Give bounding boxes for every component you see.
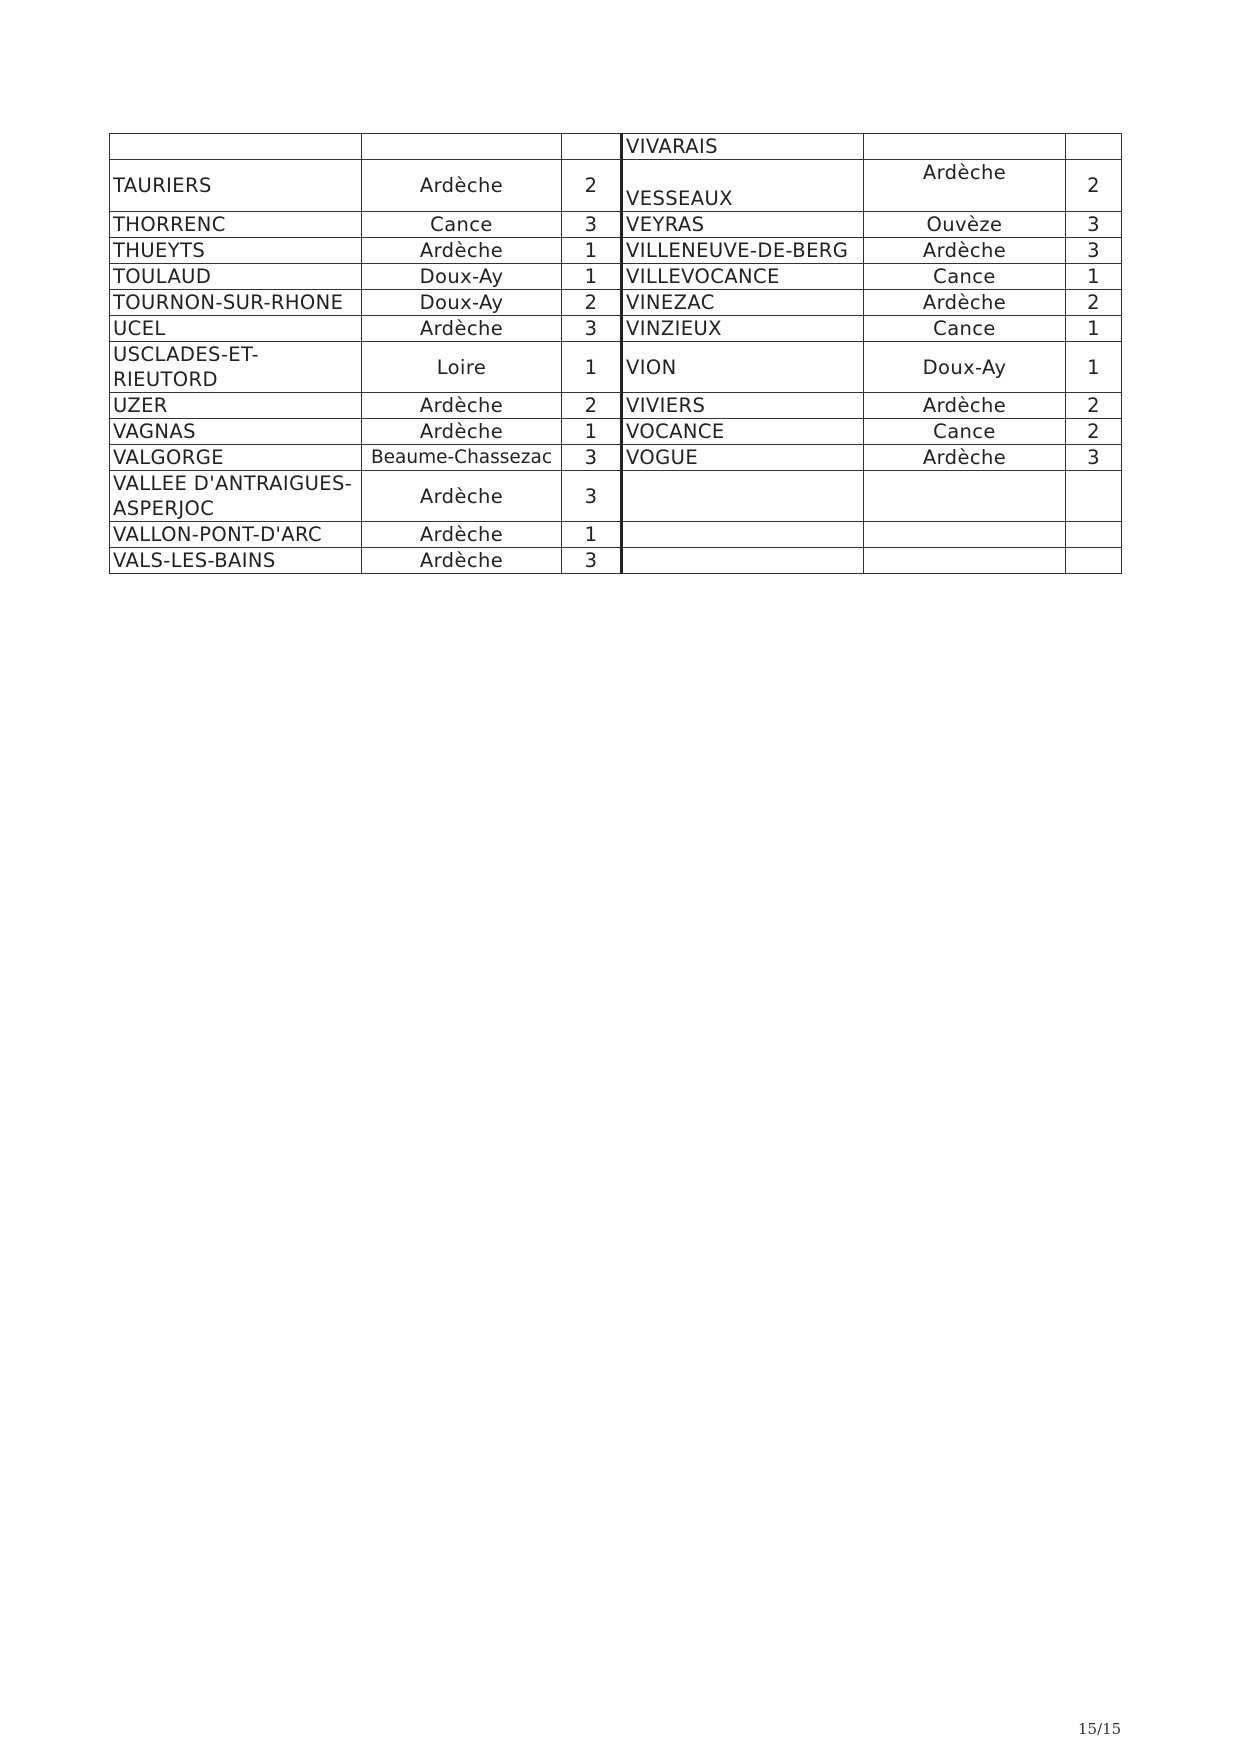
basin-right: Cance <box>864 316 1066 342</box>
level-right <box>1066 471 1122 522</box>
commune-name-right: VILLENEUVE-DE-BERG <box>622 238 864 264</box>
commune-name-right: VINZIEUX <box>622 316 864 342</box>
commune-name-right <box>622 548 864 574</box>
basin-left: Loire <box>362 342 562 393</box>
commune-name-right <box>622 471 864 522</box>
basin-right: Ardèche <box>864 238 1066 264</box>
level-right: 3 <box>1066 445 1122 471</box>
commune-name-right: VINEZAC <box>622 290 864 316</box>
level-right: 2 <box>1066 393 1122 419</box>
level-left: 2 <box>562 290 622 316</box>
basin-left: Ardèche <box>362 160 562 212</box>
commune-name-right: VESSEAUX <box>622 160 864 212</box>
basin-right: Ardèche <box>864 445 1066 471</box>
table-row <box>110 160 1122 212</box>
table-row <box>110 445 1122 471</box>
basin-right: Ardèche <box>864 160 1066 212</box>
commune-name-right: VOGUE <box>622 445 864 471</box>
basin-left: Ardèche <box>362 522 562 548</box>
basin-left: Ardèche <box>362 419 562 445</box>
level-right: 2 <box>1066 160 1122 212</box>
level-left: 3 <box>562 471 622 522</box>
commune-name-left: VALGORGE <box>110 445 362 471</box>
commune-name-left: USCLADES-ET-RIEUTORD <box>110 342 362 393</box>
level-left: 3 <box>562 445 622 471</box>
basin-right: Cance <box>864 419 1066 445</box>
basin-left: Ardèche <box>362 238 562 264</box>
commune-name-right: VIVIERS <box>622 393 864 419</box>
basin-right: Cance <box>864 264 1066 290</box>
level-right <box>1066 548 1122 574</box>
level-left: 2 <box>562 393 622 419</box>
basin-right <box>864 522 1066 548</box>
table-row <box>110 419 1122 445</box>
commune-name-left: VALLEE D'ANTRAIGUES-ASPERJOC <box>110 471 362 522</box>
level-left: 1 <box>562 238 622 264</box>
table-row <box>110 134 1122 160</box>
level-left: 1 <box>562 522 622 548</box>
level-right: 3 <box>1066 212 1122 238</box>
level-left: 3 <box>562 212 622 238</box>
basin-left: Ardèche <box>362 471 562 522</box>
basin-left: Ardèche <box>362 548 562 574</box>
level-left: 2 <box>562 160 622 212</box>
basin-right: Ardèche <box>864 290 1066 316</box>
table-row <box>110 522 1122 548</box>
commune-name-left <box>110 134 362 160</box>
basin-right <box>864 134 1066 160</box>
level-left: 1 <box>562 419 622 445</box>
commune-name-left: TOURNON-SUR-RHONE <box>110 290 362 316</box>
commune-name-right: VION <box>622 342 864 393</box>
level-right: 1 <box>1066 342 1122 393</box>
basin-left <box>362 134 562 160</box>
page-number: 15/15 <box>1078 1720 1122 1738</box>
commune-name-left: VALLON-PONT-D'ARC <box>110 522 362 548</box>
commune-name-left: THUEYTS <box>110 238 362 264</box>
level-left: 1 <box>562 342 622 393</box>
level-left: 1 <box>562 264 622 290</box>
level-left: 3 <box>562 548 622 574</box>
commune-name-left: VAGNAS <box>110 419 362 445</box>
commune-name-left: UCEL <box>110 316 362 342</box>
level-right <box>1066 522 1122 548</box>
level-right <box>1066 134 1122 160</box>
level-left <box>562 134 622 160</box>
table-row <box>110 471 1122 522</box>
basin-left: Ardèche <box>362 316 562 342</box>
table-row <box>110 238 1122 264</box>
commune-name-right <box>622 522 864 548</box>
communes-table <box>109 133 1122 574</box>
commune-name-right: VIVARAIS <box>622 134 864 160</box>
table-row <box>110 393 1122 419</box>
basin-right: Ouvèze <box>864 212 1066 238</box>
commune-name-left: VALS-LES-BAINS <box>110 548 362 574</box>
level-right: 2 <box>1066 290 1122 316</box>
level-right: 1 <box>1066 316 1122 342</box>
basin-left: Doux-Ay <box>362 264 562 290</box>
table-row <box>110 548 1122 574</box>
table-row <box>110 290 1122 316</box>
basin-left: Doux-Ay <box>362 290 562 316</box>
level-right: 2 <box>1066 419 1122 445</box>
commune-name-right: VILLEVOCANCE <box>622 264 864 290</box>
commune-name-left: TAURIERS <box>110 160 362 212</box>
basin-right <box>864 471 1066 522</box>
level-right: 1 <box>1066 264 1122 290</box>
basin-right: Ardèche <box>864 393 1066 419</box>
table-row <box>110 264 1122 290</box>
basin-left: Beaume-Chassezac <box>362 445 562 471</box>
table-row <box>110 342 1122 393</box>
level-right: 3 <box>1066 238 1122 264</box>
basin-right <box>864 548 1066 574</box>
commune-name-left: THORRENC <box>110 212 362 238</box>
table-row <box>110 316 1122 342</box>
table-row <box>110 212 1122 238</box>
basin-left: Ardèche <box>362 393 562 419</box>
level-left: 3 <box>562 316 622 342</box>
basin-right: Doux-Ay <box>864 342 1066 393</box>
commune-name-left: TOULAUD <box>110 264 362 290</box>
basin-left: Cance <box>362 212 562 238</box>
commune-name-right: VOCANCE <box>622 419 864 445</box>
commune-name-right: VEYRAS <box>622 212 864 238</box>
commune-name-left: UZER <box>110 393 362 419</box>
